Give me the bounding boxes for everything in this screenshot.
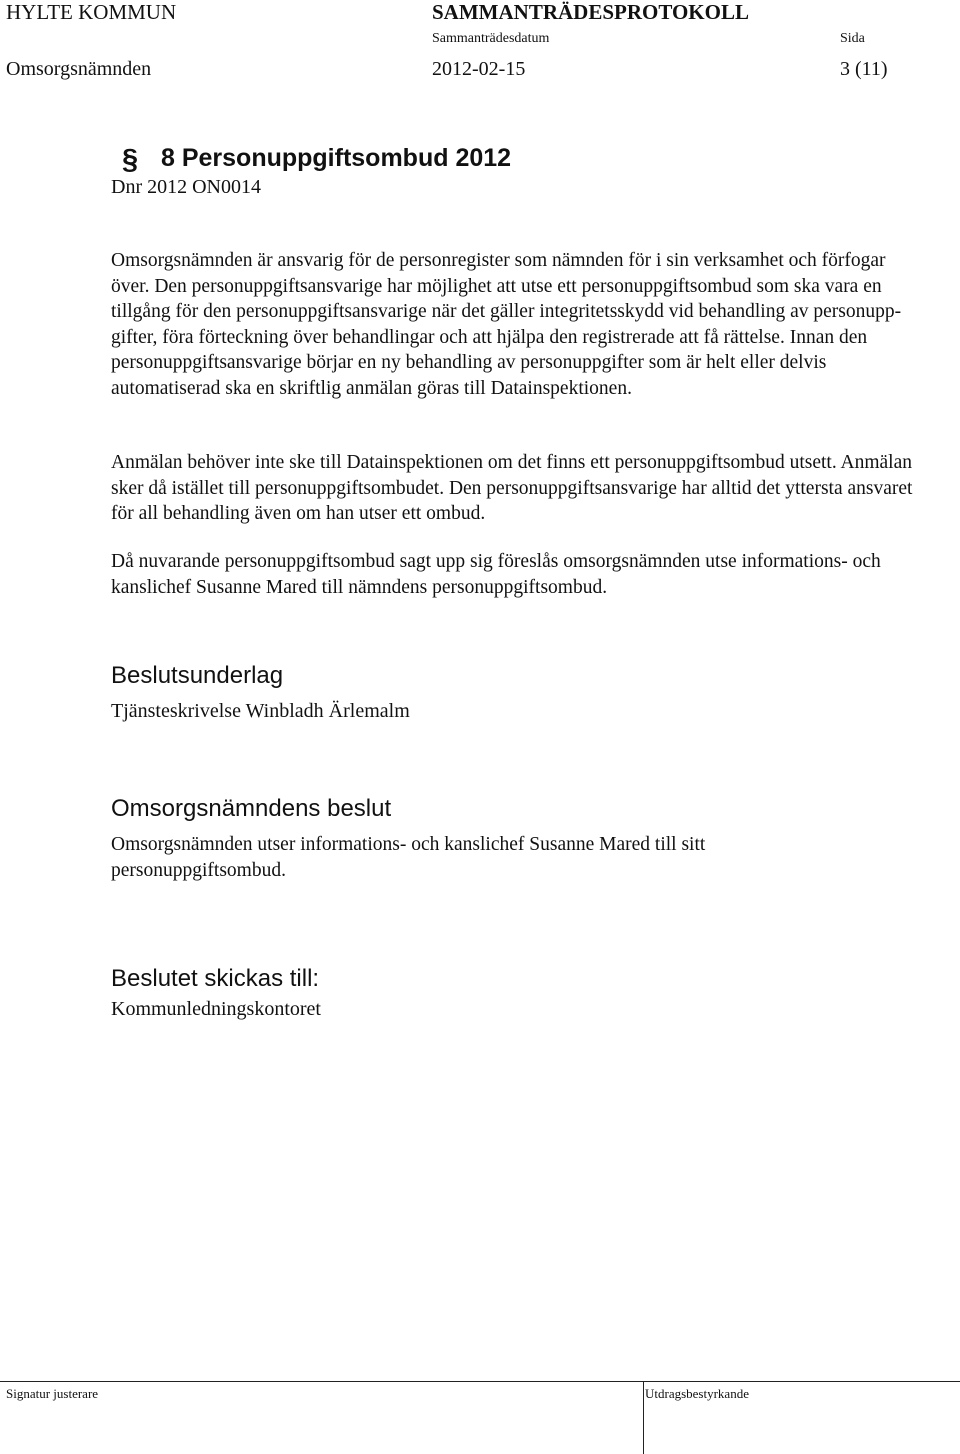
extract-certification-label: Utdragsbestyrkande: [645, 1386, 749, 1401]
body-paragraph-1: Omsorgsnämnden är ansvarig för de personregister som nämnden för i sin verksamhet och förfogar över. Den personuppgiftsansvarige har möjlighet att utse ett personuppgiftsombud som ska vara en tillgång för den personuppgiftsansvarige när det gäller integritetsskydd vid behandling av personupp-gifter, föra förteckning över behandlingar och att hjälpa den registrerade att få rättelse. Innan den personuppgiftsansvarige börjar en ny behandling av personuppgifter som är helt eller delvis automatiserad ska en skriftlig anmälan göras till Datainspektionen.: [111, 250, 902, 399]
signature-label: Signatur justerare: [6, 1386, 99, 1401]
recipient: Kommunledningskontoret: [111, 998, 321, 1020]
body-paragraph-2: Anmälan behöver inte ske till Datainspektionen om det finns ett personuppgiftsombud utsett. Anmälan sker då istället till personuppgiftsombudet. Den personuppgiftsansvarige har alltid det yttersta ansvaret för all behandling även om han utser ett ombud.: [111, 452, 913, 525]
document-type: SAMMANTRÄDESPROTOKOLL: [432, 0, 749, 24]
committee-name: Omsorgsnämnden: [6, 58, 152, 80]
page-label: Sida: [840, 31, 865, 46]
diary-number: Dnr 2012 ON0014: [111, 176, 261, 198]
heading-skickas-till: Beslutet skickas till:: [111, 965, 320, 992]
heading-beslutsunderlag: Beslutsunderlag: [111, 662, 284, 689]
beslut-text: Omsorgsnämnden utser informations- och kanslichef Susanne Mared till sitt personuppgiftsombud.: [111, 834, 706, 881]
meeting-date: 2012-02-15: [432, 58, 526, 80]
section-title: 8 Personuppgiftsombud 2012: [161, 144, 512, 172]
heading-beslut: Omsorgsnämndens beslut: [111, 795, 392, 822]
page-number: 3 (11): [840, 58, 888, 80]
paragraph-symbol: §: [122, 144, 139, 176]
body-paragraph-3: Då nuvarande personuppgiftsombud sagt upp sig föreslås omsorgsnämnden utse informations- och kanslichef Susanne Mared till nämndens personuppgiftsombud.: [111, 551, 881, 598]
date-label: Sammanträdesdatum: [432, 31, 550, 46]
beslutsunderlag-text: Tjänsteskrivelse Winbladh Ärlemalm: [111, 700, 410, 722]
organization-name: HYLTE KOMMUN: [6, 0, 177, 24]
